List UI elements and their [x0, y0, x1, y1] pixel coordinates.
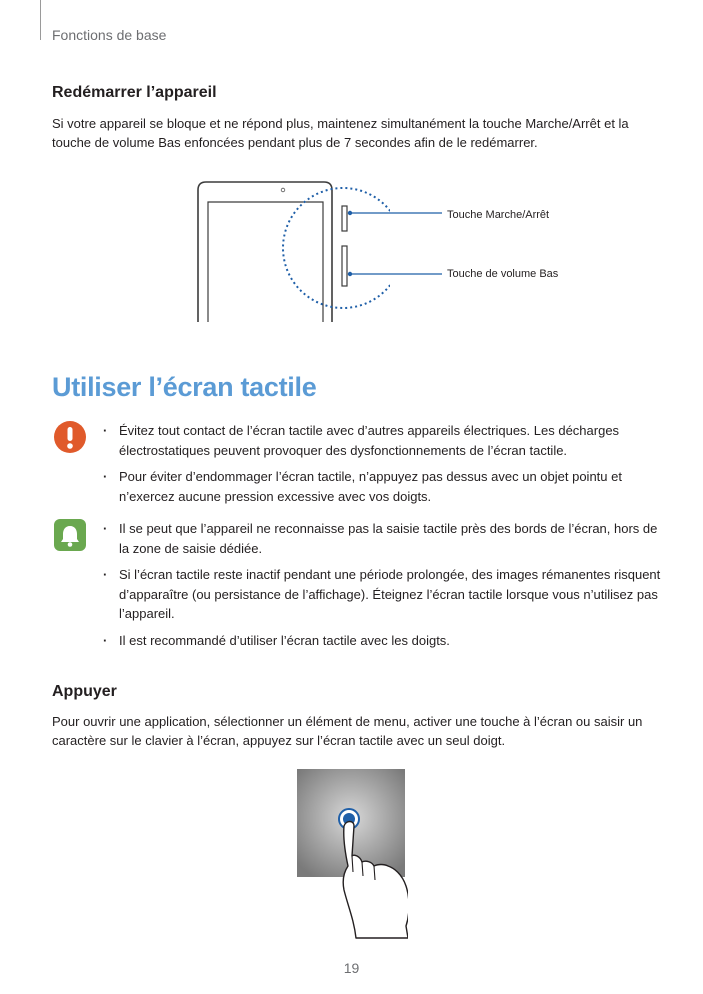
note-icon	[53, 518, 87, 552]
volume-key-callout: Touche de volume Bas	[447, 268, 559, 280]
tap-paragraph: Pour ouvrir une application, sélectionner un élément de menu, activer une touche à l’écran ou saisir un caractère sur le clavier à l’écran, appuyez sur l’écran tactile avec un seul doigt.	[52, 714, 643, 748]
restart-paragraph: Si votre appareil se bloque et ne répond plus, maintenez simultanément la touche Marche/Arrêt et la touche de volume Bas enfoncées pendant plus de 7 secondes afin de le redémarrer.	[52, 116, 629, 150]
note-item: · Il se peut que l’appareil ne reconnaisse pas la saisie tactile près des bords de l’écran, hors de la zone de saisie dédiée.	[103, 519, 663, 558]
callout-leader-lines	[344, 205, 444, 285]
note-list	[103, 519, 663, 657]
caution-item: · Pour éviter d’endommager l’écran tactile, n’appuyez pas dessus avec un objet pointu et n’exercez aucune pression excessive avec vos doigts.	[103, 467, 663, 506]
front-camera-icon	[281, 188, 285, 192]
restart-heading: Redémarrer l’appareil	[52, 84, 217, 101]
note-item: · Il est recommandé d’utiliser l’écran tactile avec les doigts.	[103, 631, 663, 651]
power-key-callout: Touche Marche/Arrêt	[447, 209, 550, 221]
tablet-screen-outline	[208, 202, 323, 322]
tap-gesture-illustration	[296, 768, 408, 940]
tap-heading: Appuyer	[52, 683, 117, 700]
header-rule	[40, 0, 41, 40]
tablet-outline	[198, 182, 332, 322]
page-number: 19	[343, 960, 360, 976]
note-item: · Si l’écran tactile reste inactif pendant une période prolongée, des images rémanentes risquent d’apparaître (ou persistance de l’affichage). Éteignez l’écran tactile lorsque vous n’utilisez pas l’appareil.	[103, 565, 663, 624]
caution-list	[103, 421, 663, 513]
caution-icon	[53, 420, 87, 454]
touchscreen-heading: Utiliser l’écran tactile	[52, 372, 317, 402]
running-header: Fonctions de base	[52, 27, 167, 43]
caution-item: · Évitez tout contact de l’écran tactile avec d’autres appareils électriques. Les décharges électrostatiques peuvent provoquer des dysfonctionnements de l’écran tactile.	[103, 421, 663, 460]
